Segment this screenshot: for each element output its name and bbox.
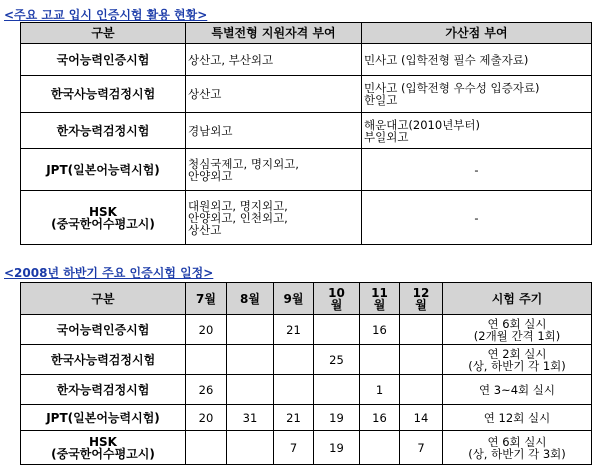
exam-cycle: 연 6회 실시 (상, 하반기 각 3회) — [443, 431, 592, 465]
exam-name: 한국사능력검정시험 — [21, 76, 186, 113]
bonus-schools: 민사고 (입학전형 필수 제출자료) — [362, 44, 592, 76]
exam-cycle: 연 3~4회 실시 — [443, 375, 592, 405]
date-cell — [227, 431, 274, 465]
table-header-row — [21, 283, 592, 315]
date-cell: 7 — [274, 431, 314, 465]
header-month-9: 9월 — [274, 283, 314, 315]
table1-title: <주요 고교 입시 인증시험 활용 현황> — [4, 8, 208, 22]
certification-usage-table — [20, 22, 592, 245]
table2-title: <2008년 하반기 주요 인증시험 일정> — [4, 266, 214, 280]
date-cell — [314, 315, 360, 345]
header-exam-cycle: 시험 주기 — [443, 283, 592, 315]
date-cell — [400, 375, 443, 405]
date-cell: 21 — [274, 405, 314, 431]
date-cell: 19 — [314, 431, 360, 465]
header-month-12: 12 월 — [400, 283, 443, 315]
date-cell: 19 — [314, 405, 360, 431]
date-cell: 7 — [400, 431, 443, 465]
bonus-schools: 민사고 (입학전형 우수성 입증자료) 한일고 — [362, 76, 592, 113]
table-row — [21, 405, 592, 431]
exam-name: 한자능력검정시험 — [21, 113, 186, 149]
exam-name: HSK (중국한어수평고시) — [21, 431, 186, 465]
header-bonus-points: 가산점 부여 — [362, 23, 592, 44]
date-cell: 25 — [314, 345, 360, 375]
bonus-schools: - — [362, 191, 592, 245]
date-cell: 21 — [274, 315, 314, 345]
exam-name: HSK (중국한어수평고시) — [21, 191, 186, 245]
date-cell: 31 — [227, 405, 274, 431]
date-cell: 16 — [360, 405, 400, 431]
bonus-schools: 해운대고(2010년부터) 부일외고 — [362, 113, 592, 149]
date-cell — [227, 315, 274, 345]
exam-cycle: 연 2회 실시 (상, 하반기 각 1회) — [443, 345, 592, 375]
table-row — [21, 315, 592, 345]
date-cell — [274, 345, 314, 375]
special-schools: 청심국제고, 명지외고, 안양외고 — [186, 149, 362, 191]
table-row — [21, 149, 592, 191]
date-cell: 14 — [400, 405, 443, 431]
special-schools: 상산고 — [186, 76, 362, 113]
date-cell: 20 — [186, 405, 227, 431]
table-row — [21, 345, 592, 375]
table-row — [21, 431, 592, 465]
exam-name: 국어능력인증시험 — [21, 44, 186, 76]
date-cell: 1 — [360, 375, 400, 405]
date-cell: 16 — [360, 315, 400, 345]
header-month-7: 7월 — [186, 283, 227, 315]
header-category: 구분 — [21, 23, 186, 44]
exam-cycle: 연 6회 실시 (2개월 간격 1회) — [443, 315, 592, 345]
date-cell: 26 — [186, 375, 227, 405]
date-cell: 20 — [186, 315, 227, 345]
date-cell — [400, 315, 443, 345]
exam-cycle: 연 12회 실시 — [443, 405, 592, 431]
special-schools: 경남외고 — [186, 113, 362, 149]
date-cell — [227, 345, 274, 375]
date-cell — [186, 345, 227, 375]
bonus-schools: - — [362, 149, 592, 191]
table-row — [21, 76, 592, 113]
exam-name: JPT(일본어능력시험) — [21, 149, 186, 191]
exam-name: 한국사능력검정시험 — [21, 345, 186, 375]
exam-name: 국어능력인증시험 — [21, 315, 186, 345]
special-schools: 대원외고, 명지외고, 안양외고, 인천외고, 상산고 — [186, 191, 362, 245]
date-cell — [274, 375, 314, 405]
date-cell — [186, 431, 227, 465]
table-row — [21, 113, 592, 149]
special-schools: 상산고, 부산외고 — [186, 44, 362, 76]
header-month-11: 11 월 — [360, 283, 400, 315]
exam-name: JPT(일본어능력시험) — [21, 405, 186, 431]
table-row — [21, 44, 592, 76]
date-cell — [227, 375, 274, 405]
table-row — [21, 375, 592, 405]
table-header-row — [21, 23, 592, 44]
header-month-8: 8월 — [227, 283, 274, 315]
exam-name: 한자능력검정시험 — [21, 375, 186, 405]
table-row — [21, 191, 592, 245]
exam-schedule-table — [20, 282, 592, 465]
header-special-admission: 특별전형 지원자격 부여 — [186, 23, 362, 44]
date-cell — [314, 375, 360, 405]
header-category: 구분 — [21, 283, 186, 315]
date-cell — [360, 345, 400, 375]
header-month-10: 10 월 — [314, 283, 360, 315]
date-cell — [400, 345, 443, 375]
date-cell — [360, 431, 400, 465]
